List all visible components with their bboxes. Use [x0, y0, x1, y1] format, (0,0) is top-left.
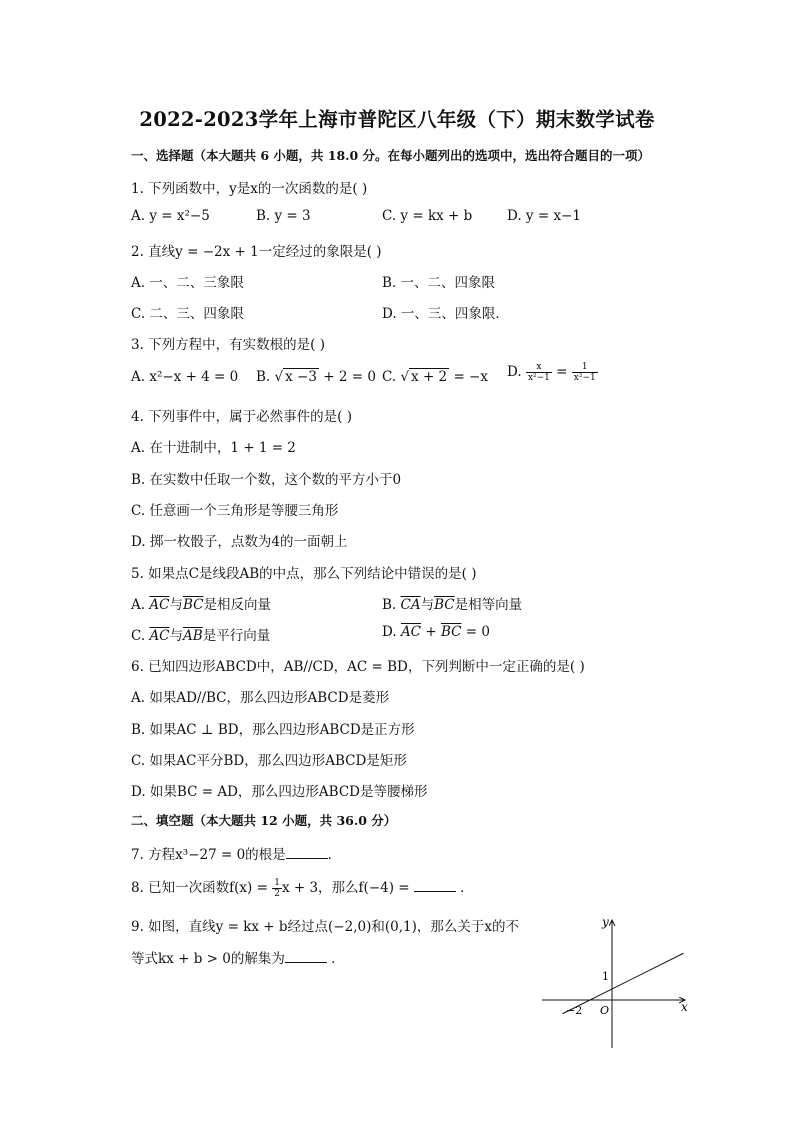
q2-option-d: D. 一、三、四象限．: [382, 306, 509, 322]
q5-option-c: C. $\overline{AC}$与$\overline{AB}$是平行向量: [131, 628, 271, 644]
exam-title: 2022-2023学年上海市普陀区八年级（下）期末数学试卷: [139, 108, 655, 131]
section-fill-heading: 二、填空题（本大题共 12 小题，共 36.0 分）: [131, 813, 397, 828]
q9-coordinate-graph: [530, 910, 695, 1055]
q7: 7. 方程x³−27 = 0的根是 ．: [131, 847, 342, 863]
q4-option-a: A. 在十进制中，1 + 1 = 2: [131, 440, 296, 456]
answer-blank[interactable]: [285, 950, 327, 963]
q9-line2: 等式kx + b > 0的解集为 ．: [131, 951, 345, 967]
q1-option-c: C. y = kx + b: [382, 208, 473, 224]
q2-option-c: C. 二、三、四象限: [131, 306, 244, 322]
q4-option-d: D. 掷一枚骰子，点数为4的一面朝上: [131, 534, 348, 550]
q6-option-a: A. 如果AD//BC，那么四边形ABCD是菱形: [131, 690, 390, 706]
y-intercept-label: 1: [602, 970, 609, 983]
q3-option-b: B. √ x −3 + 2 = 0: [256, 369, 376, 385]
q5-stem: 5. 如果点C是线段AB的中点，那么下列结论中错误的是( ): [131, 566, 477, 582]
answer-blank[interactable]: [286, 846, 328, 859]
q3-stem: 3. 下列方程中，有实数根的是( ): [131, 337, 325, 353]
q5-option-d: D. $\overline{AC} + \overline{BC} = 0$: [382, 624, 490, 640]
q6-stem: 6. 已知四边形ABCD中，AB//CD，AC = BD，下列判断中一定正确的是( ): [131, 659, 585, 675]
answer-blank[interactable]: [414, 879, 456, 892]
q1-option-a: A. y = x²−5: [131, 208, 210, 224]
q5-option-b: B. $\overline{CA}$与$\overline{BC}$是相等向量: [382, 597, 523, 613]
q3-option-c: C. √ x + 2 = −x: [382, 369, 488, 385]
x-intercept-label: −2: [566, 1004, 583, 1017]
q8: 8. 已知一次函数f(x) = $\frac{1}{2}$ x + 3，那么f(−4) = ．: [131, 878, 474, 899]
q4-option-c: C. 任意画一个三角形是等腰三角形: [131, 503, 339, 519]
q2-option-b: B. 一、二、四象限: [382, 275, 496, 291]
x-axis-label: x: [681, 1000, 688, 1014]
fraction: $\frac{1}{2}$: [274, 878, 280, 899]
section-choice-heading: 一、选择题（本大题共 6 小题，共 18.0 分。在每小题列出的选项中，选出符合题目的一项）: [131, 148, 651, 163]
q1-option-b: B. y = 3: [256, 208, 311, 224]
q4-stem: 4. 下列事件中，属于必然事件的是( ): [131, 409, 352, 425]
fraction: $\frac{1}{\text{x²−1}}$: [573, 362, 596, 383]
q2-option-a: A. 一、二、三象限: [131, 275, 244, 291]
q5-option-a: A. $\overline{AC}$与$\overline{BC}$是相反向量: [131, 597, 271, 613]
q4-option-b: B. 在实数中任取一个数，这个数的平方小于0: [131, 472, 402, 488]
fraction: $\frac{x}{\text{x²−1}}$: [527, 362, 550, 383]
q6-option-c: C. 如果AC平分BD，那么四边形ABCD是矩形: [131, 753, 407, 769]
q6-option-b: B. 如果AC ⊥ BD，那么四边形ABCD是正方形: [131, 722, 415, 738]
q6-option-d: D. 如果BC = AD，那么四边形ABCD是等腰梯形: [131, 784, 428, 800]
q9-line1: 9. 如图，直线y = kx + b经过点(−2,0)和(0,1)，那么关于x的不: [131, 919, 519, 935]
q1-option-d: D. y = x−1: [507, 208, 581, 224]
q2-stem: 2. 直线y = −2x + 1一定经过的象限是( ): [131, 244, 382, 260]
q1-stem: 1. 下列函数中，y是x的一次函数的是( ): [131, 181, 368, 197]
q3-option-a: A. x²−x + 4 = 0: [131, 369, 239, 385]
y-axis-label: y: [602, 915, 609, 929]
q3-option-d: D. $\frac{x}{\text{x²−1}}$ = $\frac{1}{\text{x²−1}}$: [507, 362, 596, 383]
origin-label: O: [600, 1004, 610, 1017]
